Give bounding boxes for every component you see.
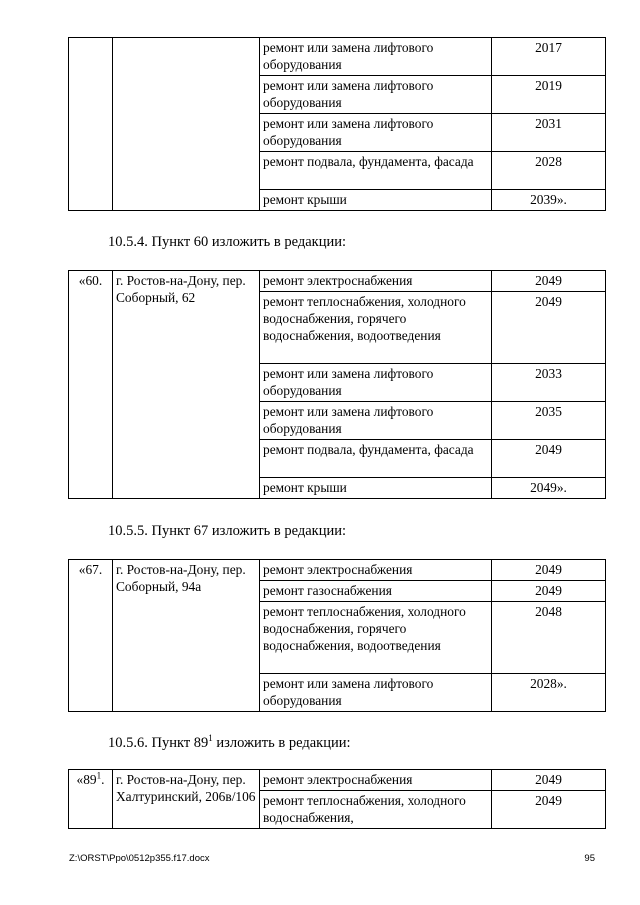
paragraph-10-5-6 [108,735,351,752]
work-cell: ремонт или замена лифтового оборудования [260,38,492,76]
work-cell: ремонт крыши [260,478,492,499]
address-cell: г. Ростов-на-Дону, пер. Халтуринский, 206в/106 [113,770,260,829]
work-cell: ремонт или замена лифтового оборудования [260,114,492,152]
work-cell: ремонт подвала, фундамента, фасада [260,440,492,478]
year-cell: 2028». [492,674,606,712]
number-dot: . [101,772,105,787]
number-cell: «67. [69,560,113,712]
footer-page-number: 95 [584,853,595,864]
paragraph-text: 10.5.6. Пункт 89 [108,735,209,751]
number-cell [69,770,113,829]
work-cell: ремонт или замена лифтового оборудования [260,76,492,114]
year-cell: 2049». [492,478,606,499]
work-cell: ремонт электроснабжения [260,271,492,292]
year-cell: 2039». [492,190,606,211]
paragraph-10-5-4: 10.5.4. Пункт 60 изложить в редакции: [108,234,347,250]
work-cell: ремонт подвала, фундамента, фасада [260,152,492,190]
work-cell: ремонт электроснабжения [260,560,492,581]
paragraph-10-5-5: 10.5.5. Пункт 67 изложить в редакции: [108,523,347,539]
footer-file-path: Z:\ORST\Ppo\0512p355.f17.docx [69,853,210,864]
table-row [69,560,606,581]
year-cell: 2049 [492,791,606,829]
work-cell: ремонт электроснабжения [260,770,492,791]
work-cell: ремонт газоснабжения [260,581,492,602]
table-row [69,38,606,76]
address-cell [113,38,260,211]
year-cell: 2019 [492,76,606,114]
year-cell: 2033 [492,364,606,402]
work-cell: ремонт теплоснабжения, холодного водоснабжения, [260,791,492,829]
work-cell: ремонт или замена лифтового оборудования [260,402,492,440]
table-continuation [68,37,606,211]
year-cell: 2049 [492,770,606,791]
number-text: «89 [76,772,97,787]
year-cell: 2049 [492,440,606,478]
number-cell: «60. [69,271,113,499]
table-item-89-1 [68,769,606,829]
table-item-67 [68,559,606,712]
number-cell [69,38,113,211]
work-cell: ремонт или замена лифтового оборудования [260,674,492,712]
superscript: 1 [96,770,102,781]
table-row [69,770,606,791]
work-cell: ремонт или замена лифтового оборудования [260,364,492,402]
year-cell: 2049 [492,581,606,602]
paragraph-text: изложить в редакции: [212,735,351,751]
year-cell: 2035 [492,402,606,440]
work-cell: ремонт крыши [260,190,492,211]
year-cell: 2028 [492,152,606,190]
address-cell: г. Ростов-на-Дону, пер. Соборный, 62 [113,271,260,499]
work-cell: ремонт теплоснабжения, холодного водоснабжения, горячего водоснабжения, водоотведения [260,602,492,674]
year-cell: 2048 [492,602,606,674]
year-cell: 2031 [492,114,606,152]
address-cell: г. Ростов-на-Дону, пер. Соборный, 94а [113,560,260,712]
table-row [69,271,606,292]
year-cell: 2049 [492,560,606,581]
table-item-60 [68,270,606,499]
work-cell: ремонт теплоснабжения, холодного водоснабжения, горячего водоснабжения, водоотведения [260,292,492,364]
year-cell: 2049 [492,271,606,292]
year-cell: 2017 [492,38,606,76]
superscript: 1 [208,733,213,744]
year-cell: 2049 [492,292,606,364]
